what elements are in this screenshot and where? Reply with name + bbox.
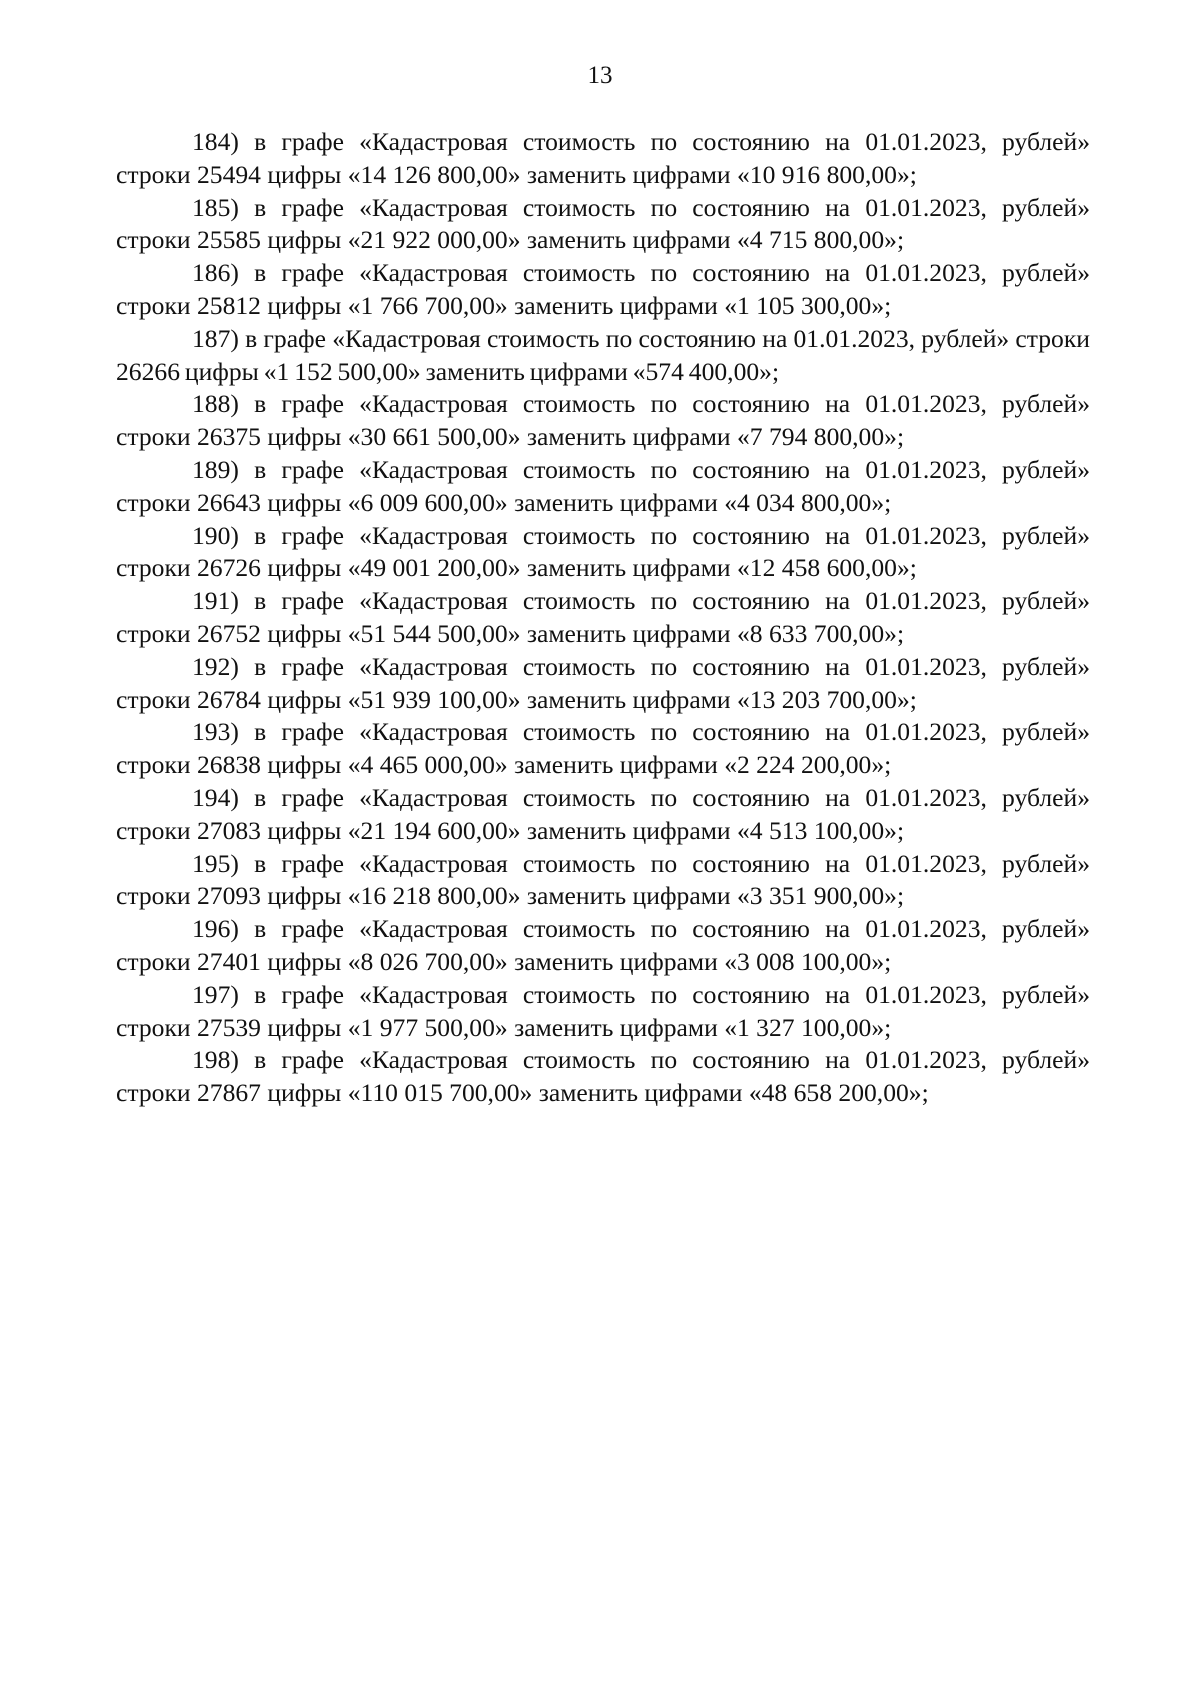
amendment-item-188: 188) в графе «Кадастровая стоимость по состоянию на 01.01.2023, рублей» строки 26375 цифры «30 661 500,00» заменить цифрами «7 794 800,00»; <box>116 389 1090 452</box>
amendment-item-186: 186) в графе «Кадастровая стоимость по состоянию на 01.01.2023, рублей» строки 25812 цифры «1 766 700,00» заменить цифрами «1 105 300,00»; <box>116 258 1090 320</box>
amendment-item-198: 198) в графе «Кадастровая стоимость по состоянию на 01.01.2023, рублей» строки 27867 цифры «110 015 700,00» заменить цифрами «48 658 200,00»; <box>116 1045 1090 1108</box>
amendment-item-184: 184) в графе «Кадастровая стоимость по состоянию на 01.01.2023, рублей» строки 25494 цифры «14 126 800,00» заменить цифрами «10 916 800,00»; <box>116 127 1090 189</box>
amendments-list <box>116 126 1090 1110</box>
page-number: 13 <box>587 62 613 89</box>
amendment-item-189: 189) в графе «Кадастровая стоимость по состоянию на 01.01.2023, рублей» строки 26643 цифры «6 009 600,00» заменить цифрами «4 034 800,00»; <box>116 454 1090 517</box>
amendment-item-185: 185) в графе «Кадастровая стоимость по состоянию на 01.01.2023, рублей» строки 25585 цифры «21 922 000,00» заменить цифрами «4 715 800,00»; <box>116 192 1090 255</box>
amendment-item-196: 196) в графе «Кадастровая стоимость по состоянию на 01.01.2023, рублей» строки 27401 цифры «8 026 700,00» заменить цифрами «3 008 100,00»; <box>116 914 1090 976</box>
amendment-item-192: 192) в графе «Кадастровая стоимость по состоянию на 01.01.2023, рублей» строки 26784 цифры «51 939 100,00» заменить цифрами «13 203 700,00»; <box>116 651 1090 714</box>
amendment-item-191: 191) в графе «Кадастровая стоимость по состоянию на 01.01.2023, рублей» строки 26752 цифры «51 544 500,00» заменить цифрами «8 633 700,00»; <box>116 586 1090 648</box>
amendment-item-187: 187) в графе «Кадастровая стоимость по состоянию на 01.01.2023, рублей» строки 26266 цифры «1 152 500,00» заменить цифрами «574 400,00»; <box>116 323 1090 386</box>
amendment-item-195: 195) в графе «Кадастровая стоимость по состоянию на 01.01.2023, рублей» строки 27093 цифры «16 218 800,00» заменить цифрами «3 351 900,00»; <box>116 848 1090 911</box>
amendment-item-197: 197) в графе «Кадастровая стоимость по состоянию на 01.01.2023, рублей» строки 27539 цифры «1 977 500,00» заменить цифрами «1 327 100,00»; <box>116 979 1090 1042</box>
amendment-item-194: 194) в графе «Кадастровая стоимость по состоянию на 01.01.2023, рублей» строки 27083 цифры «21 194 600,00» заменить цифрами «4 513 100,00»; <box>116 782 1090 845</box>
amendment-item-193: 193) в графе «Кадастровая стоимость по состоянию на 01.01.2023, рублей» строки 26838 цифры «4 465 000,00» заменить цифрами «2 224 200,00»; <box>116 717 1090 780</box>
amendment-item-190: 190) в графе «Кадастровая стоимость по состоянию на 01.01.2023, рублей» строки 26726 цифры «49 001 200,00» заменить цифрами «12 458 600,00»; <box>116 520 1090 583</box>
